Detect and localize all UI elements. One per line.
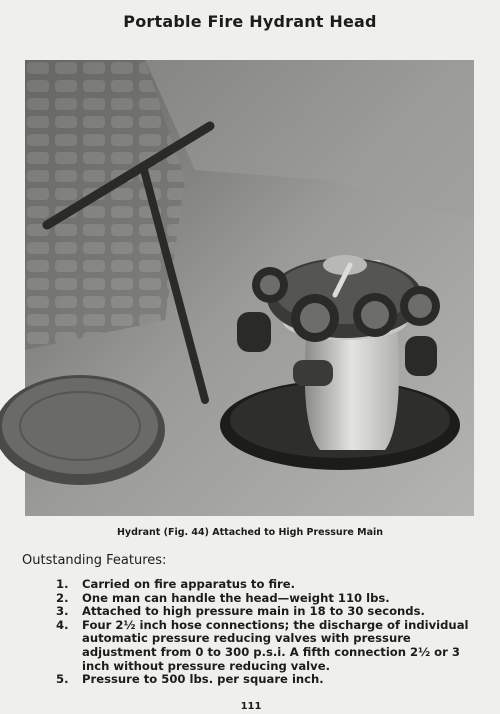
item-text: Attached to high pressure main in 18 to 30 seconds. [82,604,425,619]
hydrant-photo [25,60,474,516]
list-item [30,578,478,592]
features-list [30,578,478,687]
item-number: 1. [56,577,69,591]
list-item [30,605,478,619]
page-number: 111 [240,701,262,712]
item-number: 5. [56,672,69,687]
item-number: 2. [56,590,69,605]
item-text: Four 2½ inch hose connections; the discharge of individual automatic pressure reducing valves with pressure adjustment from 0 to 300 p.s.i. A fifth connection 2½ or 3 inch without pressure reducing valve. [82,617,469,673]
list-item [30,673,478,687]
page-title: Portable Fire Hydrant Head [123,12,377,31]
item-number: 3. [56,604,69,619]
item-text: Carried on fire apparatus to fire. [82,577,296,591]
figure-caption: Hydrant (Fig. 44) Attached to High Pressure Main [116,527,384,538]
item-text: Pressure to 500 lbs. per square inch. [82,672,324,687]
list-item [30,592,478,606]
features-heading: Outstanding Features: [22,553,167,568]
item-number: 4. [56,617,69,632]
list-item [30,619,478,673]
item-text: One man can handle the head—weight 110 lbs. [82,590,390,605]
